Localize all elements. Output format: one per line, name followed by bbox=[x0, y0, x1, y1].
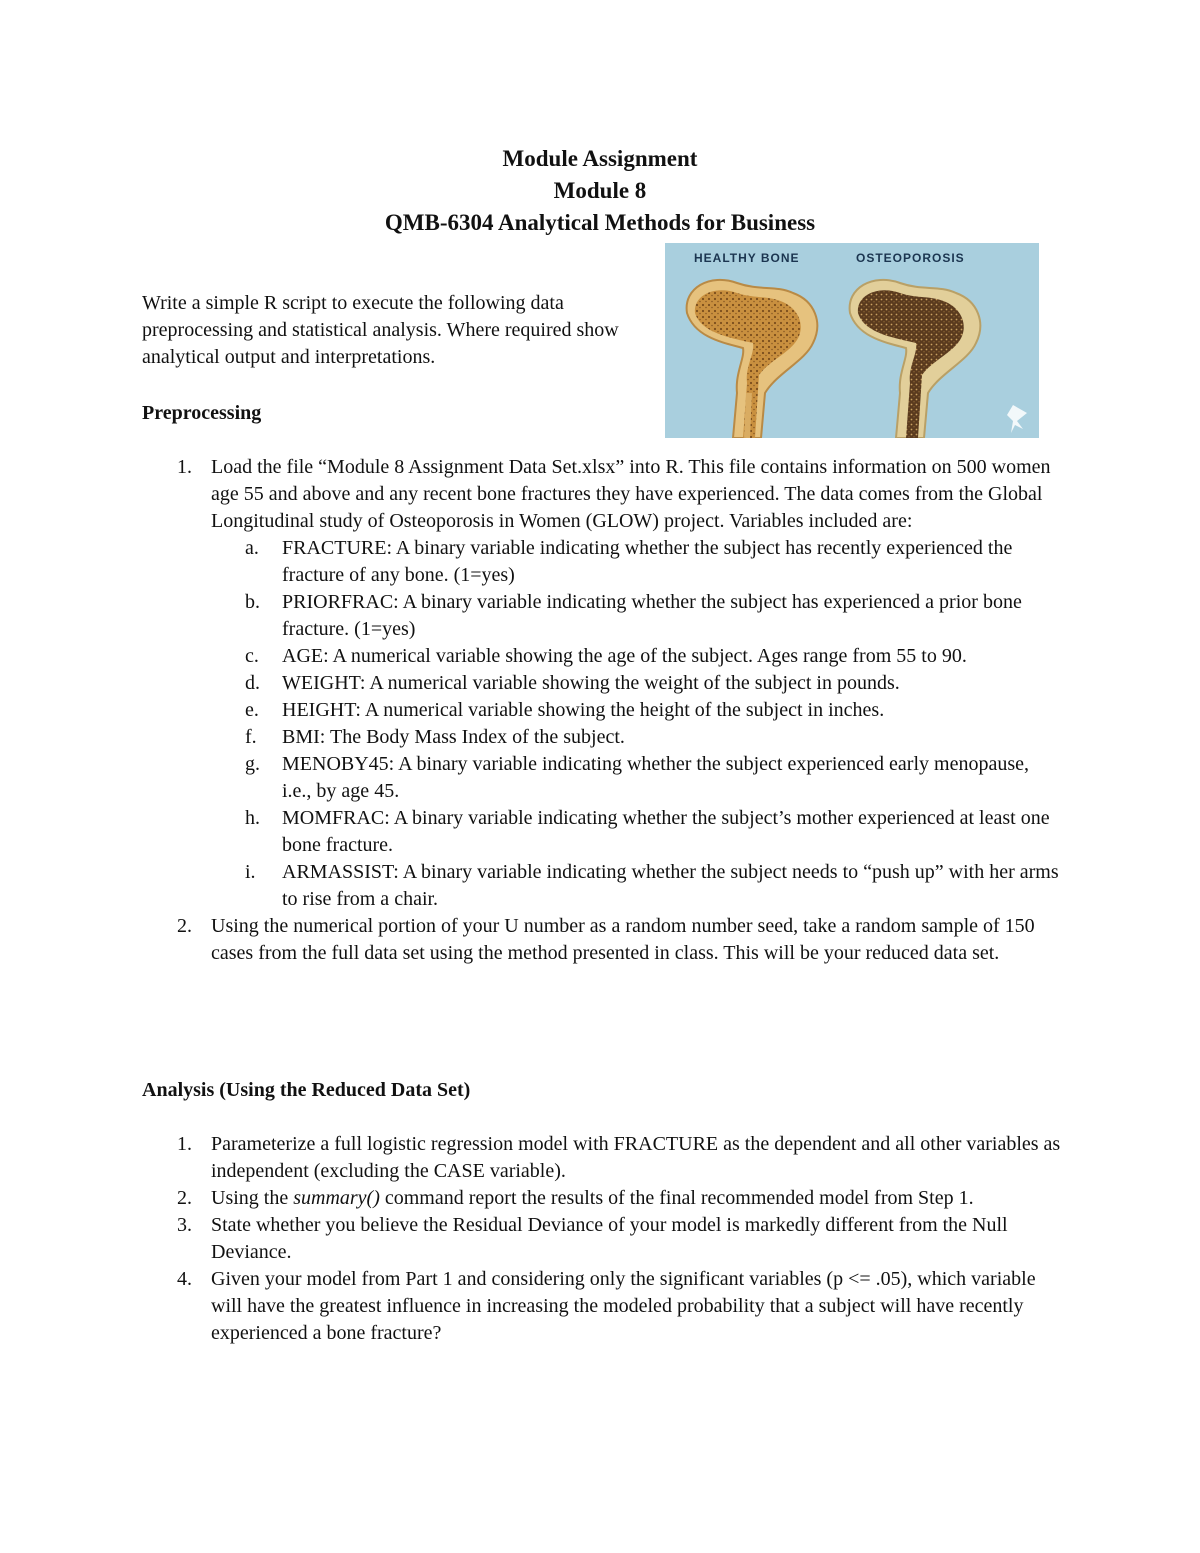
variable-text: BMI: The Body Mass Index of the subject. bbox=[282, 726, 625, 748]
variable-text: WEIGHT: A numerical variable showing the weight of the subject in pounds. bbox=[282, 672, 900, 694]
item-text: Given your model from Part 1 and considering only the significant variables (p <= .05), which variable will have the greatest influence in increasing the modeled probability that a subject will have recently experienced a bone fracture? bbox=[211, 1268, 1036, 1344]
variable-text: ARMASSIST: A binary variable indicating whether the subject needs to “push up” with her arms to rise from a chair. bbox=[282, 861, 1059, 910]
item-number: 1. bbox=[177, 456, 192, 478]
variable-item bbox=[211, 643, 1062, 670]
item-text: Using the numerical portion of your U number as a random number seed, take a random sample of 150 cases from the full data set using the method presented in class. This will be your reduced data set. bbox=[211, 915, 1035, 964]
heading-preprocessing: Preprocessing bbox=[142, 402, 262, 424]
item-number: 1. bbox=[177, 1133, 192, 1155]
bone-illustration-svg bbox=[665, 243, 1039, 438]
variable-text: MENOBY45: A binary variable indicating whether the subject experienced early menopause, i.e., by age 45. bbox=[282, 753, 1029, 802]
title-line-2: Module 8 bbox=[553, 178, 647, 203]
item-letter: e. bbox=[245, 699, 259, 721]
item-text: Parameterize a full logistic regression model with FRACTURE as the dependent and all other variables as independent (excluding the CASE variable). bbox=[211, 1133, 1061, 1182]
item-letter: i. bbox=[245, 861, 256, 883]
item-text: Load the file “Module 8 Assignment Data Set.xlsx” into R. This file contains information on 500 women age 55 and above and any recent bone fractures they have experienced. The data comes from the Global Longitudinal study of Osteoporosis in Women (GLOW) project. Variables included are: bbox=[211, 456, 1051, 532]
healthy-bone-drawing bbox=[687, 280, 818, 438]
variable-item bbox=[211, 535, 1062, 589]
item-text-pre: Using the bbox=[211, 1187, 294, 1209]
item-letter: a. bbox=[245, 537, 259, 559]
analysis-item bbox=[142, 1212, 1062, 1266]
item-command: summary() bbox=[293, 1187, 380, 1209]
item-number: 4. bbox=[177, 1268, 192, 1290]
variable-list bbox=[211, 535, 1062, 913]
analysis-item bbox=[142, 1131, 1062, 1185]
title-line-1: Module Assignment bbox=[502, 146, 698, 171]
item-letter: b. bbox=[245, 591, 260, 613]
item-letter: c. bbox=[245, 645, 259, 667]
item-number: 3. bbox=[177, 1214, 192, 1236]
variable-item bbox=[211, 751, 1062, 805]
analysis-item bbox=[142, 1185, 1062, 1212]
variable-text: HEIGHT: A numerical variable showing the height of the subject in inches. bbox=[282, 699, 885, 721]
item-letter: f. bbox=[245, 726, 257, 748]
heading-analysis: Analysis (Using the Reduced Data Set) bbox=[142, 1079, 471, 1101]
analysis-item bbox=[142, 1266, 1062, 1347]
variable-item bbox=[211, 589, 1062, 643]
bone-illustration bbox=[665, 243, 1039, 438]
item-number: 2. bbox=[177, 915, 192, 937]
title-line-3: QMB-6304 Analytical Methods for Business bbox=[384, 210, 816, 235]
preprocessing-list bbox=[142, 454, 1062, 967]
preprocessing-item bbox=[142, 913, 1062, 967]
variable-item bbox=[211, 697, 1062, 724]
variable-item bbox=[211, 859, 1062, 913]
variable-item bbox=[211, 805, 1062, 859]
item-text: State whether you believe the Residual Deviance of your model is markedly different from the Null Deviance. bbox=[211, 1214, 1008, 1263]
variable-item bbox=[211, 670, 1062, 697]
item-text-post: command report the results of the final recommended model from Step 1. bbox=[379, 1187, 974, 1209]
variable-text: MOMFRAC: A binary variable indicating whether the subject’s mother experienced at least one bone fracture. bbox=[282, 807, 1050, 856]
item-number: 2. bbox=[177, 1187, 192, 1209]
label-healthy-bone: HEALTHY BONE bbox=[694, 251, 800, 265]
document-header bbox=[0, 143, 1200, 239]
intro-paragraph: Write a simple R script to execute the following data preprocessing and statistical analysis. Where required show analytical output and interpretations. bbox=[142, 292, 619, 368]
item-letter: g. bbox=[245, 753, 260, 775]
osteoporosis-bone-drawing bbox=[850, 280, 981, 438]
variable-item bbox=[211, 724, 1062, 751]
variable-text: FRACTURE: A binary variable indicating whether the subject has recently experienced the fracture of any bone. (1=yes) bbox=[282, 537, 1013, 586]
variable-text: AGE: A numerical variable showing the age of the subject. Ages range from 55 to 90. bbox=[282, 645, 967, 667]
preprocessing-item bbox=[142, 454, 1062, 913]
publisher-logo-icon bbox=[1007, 405, 1027, 433]
analysis-list bbox=[142, 1131, 1062, 1347]
variable-text: PRIORFRAC: A binary variable indicating whether the subject has experienced a prior bone fracture. (1=yes) bbox=[282, 591, 1022, 640]
item-letter: h. bbox=[245, 807, 260, 829]
label-osteoporosis: OSTEOPOROSIS bbox=[856, 251, 965, 265]
item-letter: d. bbox=[245, 672, 260, 694]
